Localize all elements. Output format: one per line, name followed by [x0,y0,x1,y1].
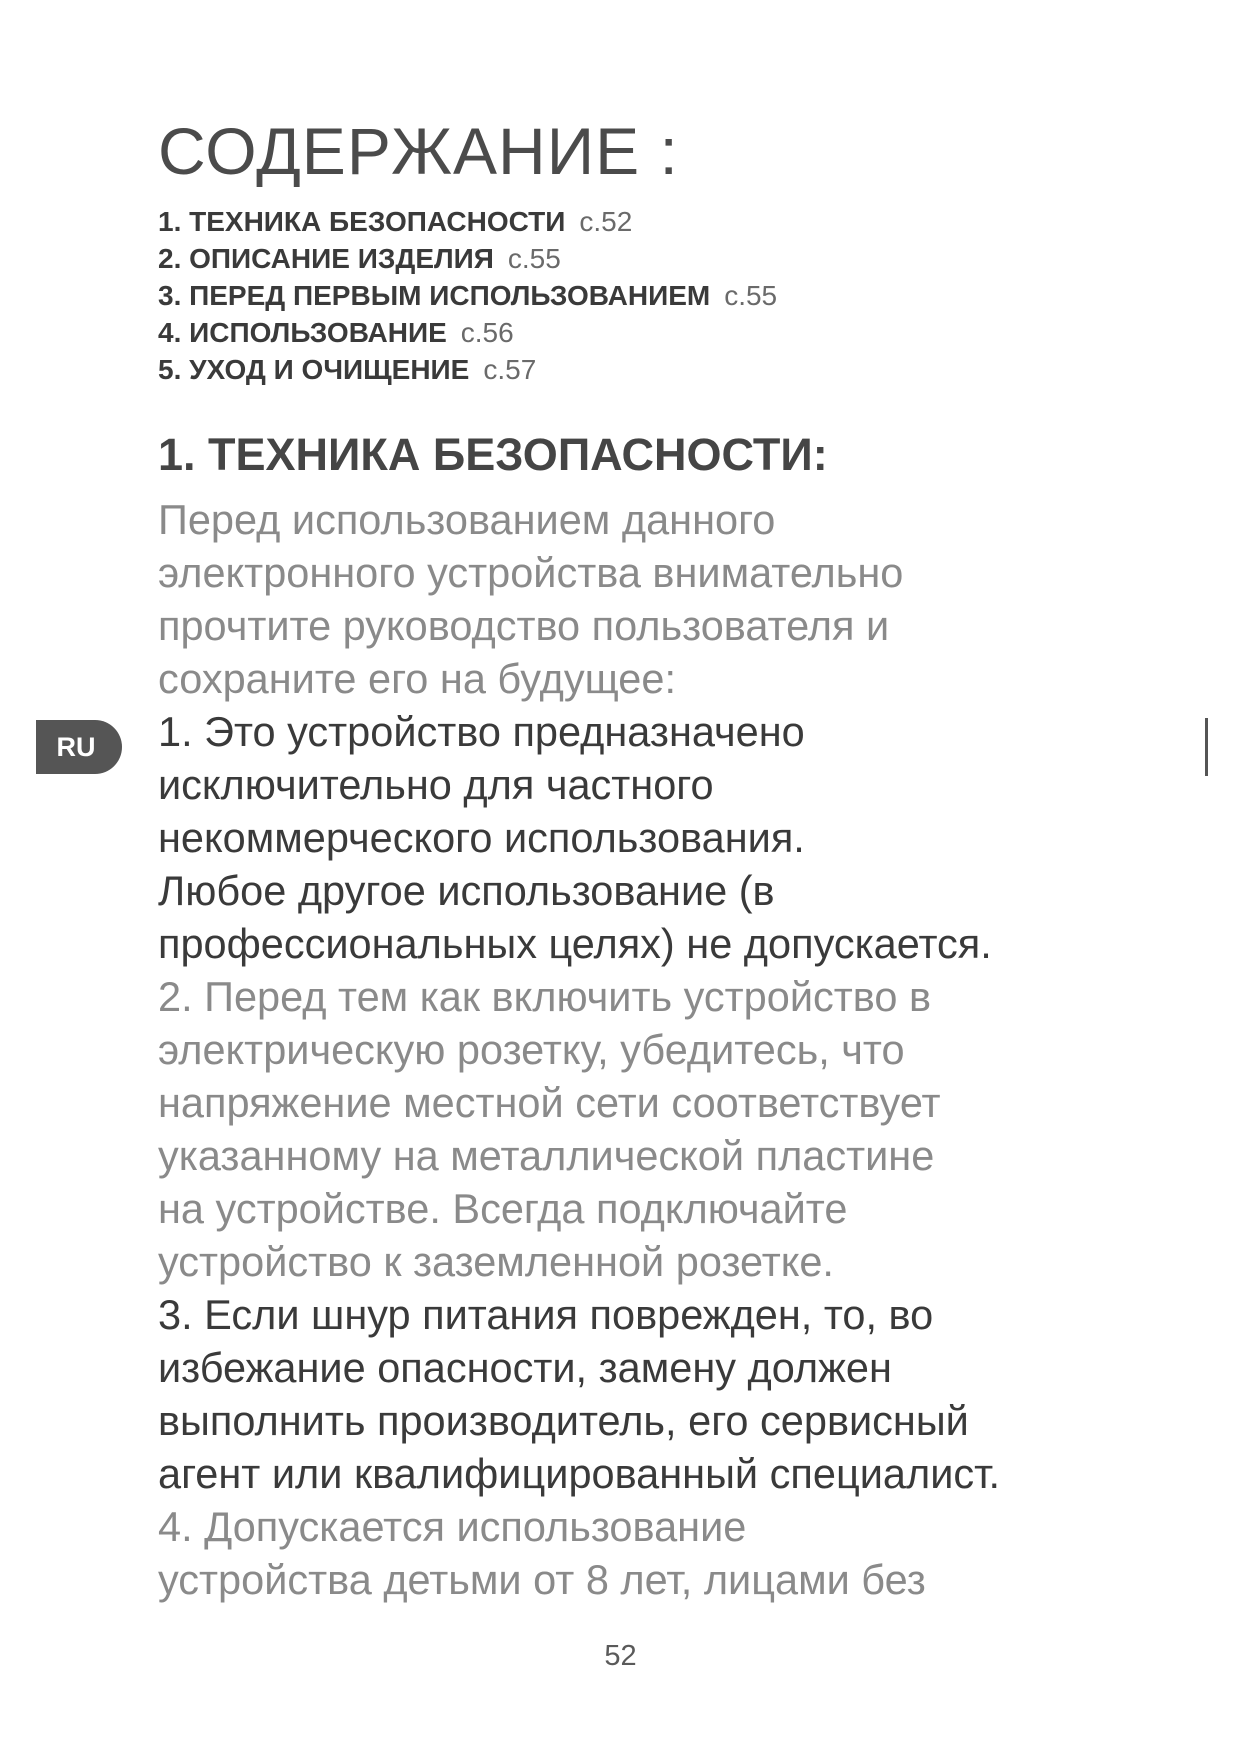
text-line: электрическую розетку, убедитесь, что [158,1026,905,1073]
toc-item [158,240,777,277]
text-line: на устройстве. Всегда подключайте [158,1185,848,1232]
text-line: указанному на металлической пластине [158,1132,935,1179]
toc-item-page: с.55 [724,280,778,311]
section-heading: 1. ТЕХНИКА БЕЗОПАСНОСТИ: [158,429,828,480]
text-line: Перед использованием данного [158,496,776,543]
text-line: Любое другое использование (в [158,867,775,914]
text-line: агент или квалифицированный специалист. [158,1450,1001,1497]
text-line: 1. Это устройство предназначено [158,708,805,755]
text-line: профессиональных целях) не допускается. [158,920,992,967]
text-line: устройство к заземленной розетке. [158,1238,834,1285]
toc-item-page: с.57 [483,354,537,385]
toc-item-page: с.56 [460,317,514,348]
toc-item-label: 3. ПЕРЕД ПЕРВЫМ ИСПОЛЬЗОВАНИЕМ [158,280,711,311]
text-line: электронного устройства внимательно [158,549,904,596]
safety-instructions [158,493,1158,1606]
text-line: напряжение местной сети соответствует [158,1079,941,1126]
text-line: 4. Допускается использование [158,1503,747,1550]
toc-item [158,277,777,314]
toc-item-label: 1. ТЕХНИКА БЕЗОПАСНОСТИ [158,206,566,237]
text-line: сохраните его на будущее: [158,655,677,702]
toc-title: СОДЕРЖАНИЕ : [158,114,679,188]
page-number: 52 [604,1640,637,1672]
toc-item-label: 2. ОПИСАНИЕ ИЗДЕЛИЯ [158,243,494,274]
text-line: устройства детьми от 8 лет, лицами без [158,1556,926,1603]
toc-item-page: с.55 [507,243,561,274]
toc-item-label: 5. УХОД И ОЧИЩЕНИЕ [158,354,470,385]
text-line: 2. Перед тем как включить устройство в [158,973,931,1020]
toc-item-label: 4. ИСПОЛЬЗОВАНИЕ [158,317,447,348]
text-line: выполнить производитель, его сервисный [158,1397,969,1444]
text-line: исключительно для частного [158,761,714,808]
toc-item [158,351,777,388]
toc-item [158,314,777,351]
margin-marker [1205,718,1208,776]
text-line: некоммерческого использования. [158,814,805,861]
text-line: прочтите руководство пользователя и [158,602,890,649]
table-of-contents [158,203,777,388]
text-line: избежание опасности, замену должен [158,1344,892,1391]
language-tab: RU [36,720,122,774]
toc-item-page: с.52 [579,206,633,237]
text-line: 3. Если шнур питания поврежден, то, во [158,1291,934,1338]
toc-item [158,203,777,240]
